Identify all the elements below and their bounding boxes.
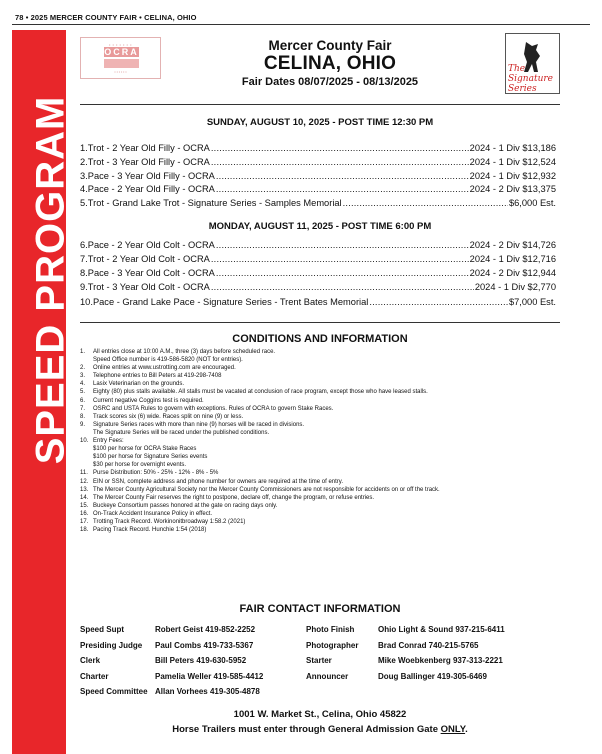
condition-item: 13. The Mercer County Agricultural Society nor the Mercer County Commissioners are not responsible for accidents on or off the track. xyxy=(80,486,440,493)
contact-role xyxy=(306,684,378,700)
contact-role: Clerk xyxy=(80,656,101,665)
ocra-logo: • • • • • • • OCRA • • • • • • xyxy=(80,37,161,79)
condition-item: 4. Lasix Veterinarian on the grounds. xyxy=(80,381,185,388)
contact-role: Speed Committee xyxy=(80,687,148,696)
condition-item: 1. All entries close at 10:00 A.M., three (3) days before scheduled race. xyxy=(80,349,276,355)
race-row: 8. Pace - 3 Year Old Colt - OCRA ..... 2024 - 2 Div $12,944 xyxy=(80,267,556,279)
race-row: 5. Trot - Grand Lake Trot - Signature Series - Samples Memorial ..... $6,000 Est. xyxy=(80,197,556,209)
race-purse: 2024 - 2 Div $13,375 xyxy=(469,184,556,194)
condition-item: 5. Eighty (80) plus stalls available. All stalls must be vacated at conclusion of race program, except those who have leased stalls. xyxy=(80,389,428,396)
race-row: 6. Pace - 2 Year Old Colt - OCRA ..... 2024 - 2 Div $14,726 xyxy=(80,239,556,251)
page-header: 78 • 2025 MERCER COUNTY FAIR • CELINA, OHIO xyxy=(15,13,197,22)
contact-role: Starter xyxy=(306,656,332,665)
header-divider xyxy=(12,24,590,25)
contact-role: Announcer xyxy=(306,671,349,681)
race-name: Pace - 3 Year Old Filly - OCRA xyxy=(87,171,215,181)
race-row: 1. Trot - 2 Year Old Filly - OCRA ..... 2024 - 1 Div $13,186 xyxy=(80,142,556,154)
race-row: 2. Trot - 3 Year Old Filly - OCRA ..... 2024 - 1 Div $12,524 xyxy=(80,156,556,168)
fair-dates: Fair Dates 08/07/2025 - 08/13/2025 xyxy=(241,76,419,88)
footer-notice: Horse Trailers must enter through General Admission Gate ONLY. xyxy=(172,724,468,735)
race-name: Pace - 2 Year Old Colt - OCRA xyxy=(87,240,215,250)
condition-item: 3. Telephone entries to Bill Peters at 419-298-7408 xyxy=(80,373,222,380)
contact-row xyxy=(80,638,528,654)
section-divider xyxy=(80,322,560,323)
race-row: 9. Trot - 3 Year Old Colt - OCRA ..... 2024 - 1 Div $2,770 xyxy=(80,281,556,293)
condition-item: $100 per horse for Signature Series events xyxy=(93,454,208,461)
contact-name: Ohio Light & Sound 937-215-6411 xyxy=(378,625,505,634)
fair-name: Mercer County Fair xyxy=(268,38,392,53)
condition-item: 6. Current negative Coggins test is required. xyxy=(80,397,204,404)
condition-item: 17. Trotting Track Record. Workinonitbroadway 1:58.2 (2021) xyxy=(80,518,246,525)
condition-item: 15. Buckeye Consortium passes honored at the gate on racing days only. xyxy=(80,502,278,509)
contact-name: Pamelia Weller 419-585-4412 xyxy=(155,671,264,681)
day-heading-sunday: SUNDAY, AUGUST 10, 2025 - POST TIME 12:30 PM xyxy=(206,117,434,128)
contact-name: Allan Vorhees 419-305-4878 xyxy=(155,687,260,696)
signature-series-logo xyxy=(505,33,560,94)
condition-item: 7. OSRC and USTA Rules to govern with exceptions. Rules of OCRA to govern Stake Races. xyxy=(80,405,334,412)
condition-item: $30 per horse for overnight events. xyxy=(93,462,187,469)
side-band xyxy=(12,30,73,754)
race-purse: 2024 - 2 Div $14,726 xyxy=(469,240,556,250)
contact-name xyxy=(378,684,528,700)
condition-item: 10. Entry Fees: xyxy=(80,438,124,445)
race-purse: 2024 - 1 Div $2,770 xyxy=(474,282,556,292)
race-row: 10. Pace - Grand Lake Pace - Signature Series - Trent Bates Memorial ..... $7,000 Est. xyxy=(80,296,556,308)
race-purse: 2024 - 2 Div $12,944 xyxy=(469,268,556,278)
contacts-table xyxy=(80,622,528,700)
day-heading-monday: MONDAY, AUGUST 11, 2025 - POST TIME 6:00 PM xyxy=(208,221,432,232)
conditions-title: CONDITIONS AND INFORMATION xyxy=(232,333,408,345)
contact-row xyxy=(80,653,528,669)
race-name: Pace - 3 Year Old Colt - OCRA xyxy=(87,268,215,278)
race-name: Trot - 2 Year Old Colt - OCRA xyxy=(87,254,210,264)
race-purse: $7,000 Est. xyxy=(508,297,556,307)
race-name: Trot - Grand Lake Trot - Signature Series - Samples Memorial xyxy=(87,198,342,208)
condition-item: 12. EIN or SSN, complete address and phone number for owners are required at the time of entry. xyxy=(80,478,344,485)
race-purse: $6,000 Est. xyxy=(508,198,556,208)
contact-row xyxy=(80,684,528,700)
condition-item: Speed Office number is 419-586-5820 (NOT for entries). xyxy=(93,357,243,364)
contact-name: Doug Ballinger 419-305-6469 xyxy=(378,671,487,681)
race-purse: 2024 - 1 Div $12,932 xyxy=(469,171,556,181)
race-purse: 2024 - 1 Div $12,524 xyxy=(469,157,556,167)
contact-name: Mike Woebkenberg 937-313-2221 xyxy=(378,656,503,665)
condition-item: The Signature Series will be raced under the published conditions. xyxy=(93,429,270,436)
race-row: 7. Trot - 2 Year Old Colt - OCRA ..... 2024 - 1 Div $12,716 xyxy=(80,253,556,265)
race-row: 4. Pace - 2 Year Old Filly - OCRA ..... 2024 - 2 Div $13,375 xyxy=(80,183,556,195)
footer-address: 1001 W. Market St., Celina, Ohio 45822 xyxy=(233,709,407,720)
side-band-title: SPEED PROGRAM xyxy=(28,95,73,465)
race-name: Trot - 3 Year Old Filly - OCRA xyxy=(87,157,210,167)
footer-notice-emphasis: ONLY xyxy=(440,724,466,735)
race-name: Pace - 2 Year Old Filly - OCRA xyxy=(87,184,215,194)
race-purse: 2024 - 1 Div $13,186 xyxy=(469,143,556,153)
condition-item: 9. Signature Series races with more than nine (9) horses will be raced in divisions. xyxy=(80,421,305,428)
condition-item: 2. Online entries at www.ustrotting.com are encouraged. xyxy=(80,365,236,372)
contact-role: Speed Supt xyxy=(80,625,125,634)
race-name: Pace - Grand Lake Pace - Signature Series - Trent Bates Memorial xyxy=(92,297,369,307)
condition-item: 11. Purse Distribution: 50% - 25% - 12% - 8% - 5% xyxy=(80,470,219,477)
condition-item: 16. On-Track Accident Insurance Policy in effect. xyxy=(80,510,213,517)
condition-item: 14. The Mercer County Fair reserves the right to postpone, declare off, change the program, or refuse entries. xyxy=(80,494,375,501)
contact-name: Brad Conrad 740-215-5765 xyxy=(378,640,479,650)
contact-row xyxy=(80,669,528,685)
contact-role: Charter xyxy=(80,671,109,681)
condition-item: 8. Track scores six (6) wide. Races split on nine (9) or less. xyxy=(80,413,244,420)
condition-item: 18. Pacing Track Record. Hunchie 1:54 (2018) xyxy=(80,527,207,534)
contact-role: Presiding Judge xyxy=(80,640,143,650)
contact-row xyxy=(80,622,528,638)
race-name: Trot - 3 Year Old Colt - OCRA xyxy=(87,282,210,292)
signature-series-logo-text: The Signature Series xyxy=(508,64,554,94)
contact-role: Photo Finish xyxy=(306,625,355,634)
condition-item: $100 per horse for OCRA Stake Races xyxy=(93,446,197,453)
ocra-logo-text: OCRA xyxy=(104,47,139,57)
race-row: 3. Pace - 3 Year Old Filly - OCRA ..... 2024 - 1 Div $12,932 xyxy=(80,170,556,182)
contact-name: Paul Combs 419-733-5367 xyxy=(155,640,254,650)
contact-role: Photographer xyxy=(306,640,359,650)
conditions-list xyxy=(80,348,572,534)
fair-city: CELINA, OHIO xyxy=(263,53,397,74)
contact-name: Bill Peters 419-630-5952 xyxy=(155,656,247,665)
race-name: Trot - 2 Year Old Filly - OCRA xyxy=(87,143,210,153)
contact-name: Robert Geist 419-852-2252 xyxy=(155,625,256,634)
race-purse: 2024 - 1 Div $12,716 xyxy=(469,254,556,264)
title-divider xyxy=(80,104,560,105)
contacts-title: FAIR CONTACT INFORMATION xyxy=(239,603,401,615)
